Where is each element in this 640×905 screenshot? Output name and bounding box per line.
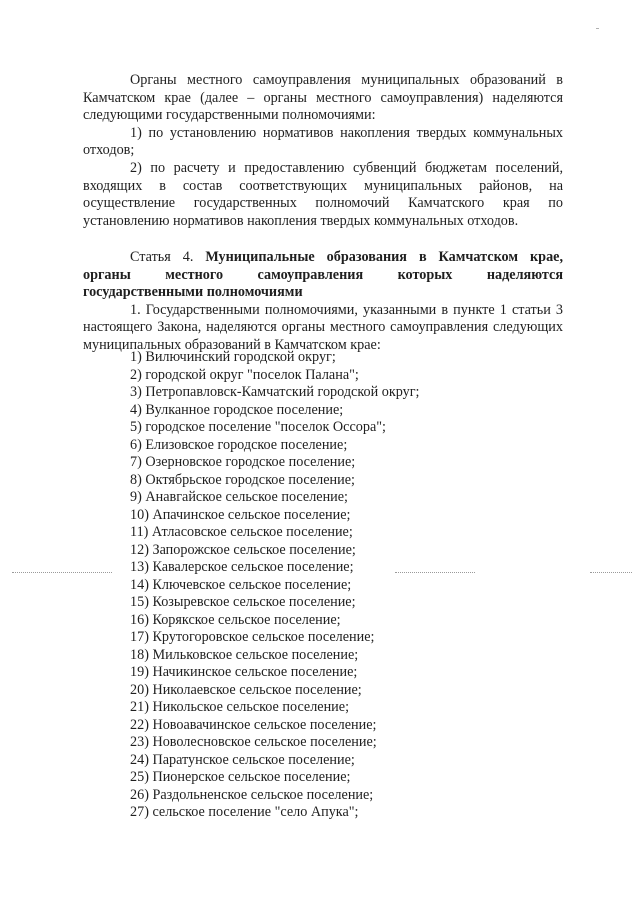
scan-artifact-left bbox=[12, 572, 112, 574]
article-title: Муниципальные образования в Камчатском крае, органы местного самоуправления которых наделяются государственными полномочиями bbox=[83, 249, 564, 301]
municipality-list bbox=[130, 349, 420, 822]
list-item: 17) Крутогоровское сельское поселение; bbox=[130, 629, 375, 645]
list-item: 6) Елизовское городское поселение; bbox=[130, 436, 348, 453]
power-item-1: 1) по установлению нормативов накопления твердых коммунальных отходов; bbox=[83, 124, 563, 159]
article-paragraph: 1. Государственными полномочиями, указанными в пункте 1 статьи 3 настоящего Закона, наделяются органы местного самоуправления следующих муниципальных образований в Камчатском крае: bbox=[83, 301, 563, 353]
article-section bbox=[83, 249, 563, 355]
list-item: 13) Кавалерское сельское поселение; bbox=[130, 559, 354, 575]
list-item: 11) Атласовское сельское поселение; bbox=[130, 524, 353, 540]
list-item: 21) Никольское сельское поселение; bbox=[130, 699, 350, 715]
power-item-2: 2) по расчету и предоставлению субвенций бюджетам поселений, входящих в состав соответствующих муниципальных районов, на осуществление государственных полномочий Камчатского края по установлению нормативов накопления твердых коммунальных отходов. bbox=[83, 159, 563, 229]
list-item: 25) Пионерское сельское поселение; bbox=[130, 769, 351, 785]
list-item: 4) Вулканное городское поселение; bbox=[130, 401, 344, 418]
list-item: 1) Вилючинский городской округ; bbox=[130, 349, 336, 365]
scan-speck bbox=[596, 28, 599, 29]
list-item: 12) Запорожское сельское поселение; bbox=[130, 541, 356, 558]
intro-section bbox=[83, 72, 563, 230]
scan-artifact-right bbox=[590, 572, 632, 574]
list-item: 7) Озерновское городское поселение; bbox=[130, 454, 356, 470]
list-item: 9) Анавгайское сельское поселение; bbox=[130, 489, 348, 505]
list-item: 3) Петропавловск-Камчатский городской округ; bbox=[130, 384, 420, 400]
list-item: 5) городское поселение "поселок Оссора"; bbox=[130, 419, 386, 435]
list-item: 27) сельское поселение "село Апука"; bbox=[130, 804, 359, 820]
article-heading bbox=[83, 249, 563, 302]
list-item: 16) Корякское сельское поселение; bbox=[130, 611, 341, 628]
list-item: 20) Николаевское сельское поселение; bbox=[130, 681, 362, 698]
list-item: 19) Начикинское сельское поселение; bbox=[130, 664, 358, 680]
intro-lead-paragraph: Органы местного самоуправления муниципальных образований в Камчатском крае (далее – органы местного самоуправления) наделяются следующими государственными полномочиями: bbox=[83, 72, 563, 124]
list-item: 18) Мильковское сельское поселение; bbox=[130, 646, 359, 663]
list-item: 15) Козыревское сельское поселение; bbox=[130, 594, 356, 610]
list-item: 26) Раздольненское сельское поселение; bbox=[130, 786, 374, 803]
list-item: 10) Апачинское сельское поселение; bbox=[130, 506, 351, 523]
list-item: 8) Октябрьское городское поселение; bbox=[130, 471, 355, 488]
list-item: 23) Новолесновское сельское поселение; bbox=[130, 734, 377, 750]
list-item: 22) Новоавачинское сельское поселение; bbox=[130, 716, 377, 733]
list-item: 2) городской округ "поселок Палана"; bbox=[130, 366, 359, 383]
list-item: 14) Ключевское сельское поселение; bbox=[130, 576, 352, 593]
scan-artifact-middle bbox=[395, 572, 475, 574]
article-label: Статья 4. bbox=[130, 249, 194, 265]
list-item: 24) Паратунское сельское поселение; bbox=[130, 751, 355, 768]
